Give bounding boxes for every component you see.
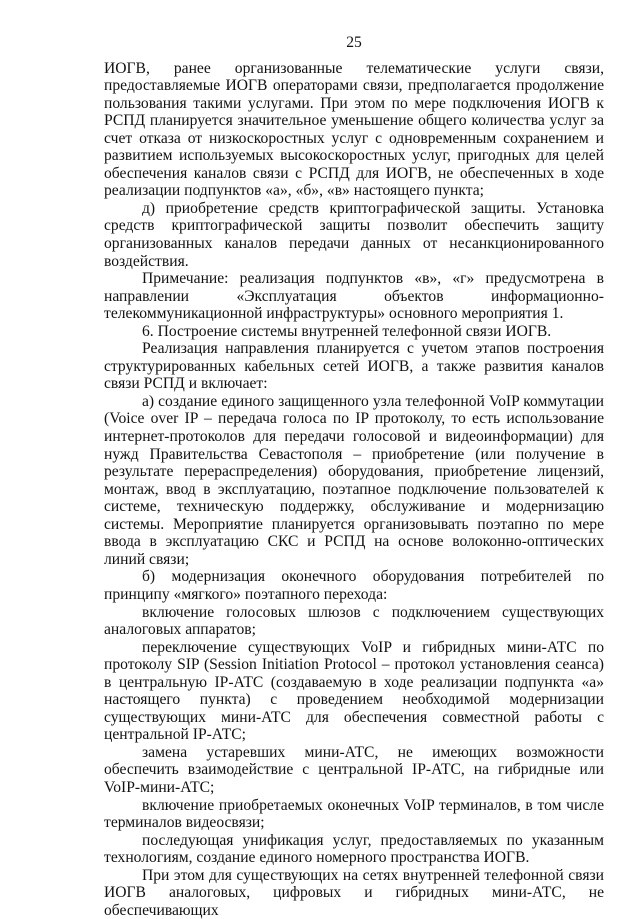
paragraph-item-a: а) создание единого защищенного узла телефонной VoIP коммутации (Voice over IP – передача голоса по IP протоколу, то есть использование интернет-протоколов для передачи голосовой и видеоинформации) для нужд Правительства Севастополя – приобретение (или получение в результате перераспределения) оборудования, приобретение лицензий, монтаж, ввод в эксплуатацию, поэтапное подключение пользователей к системе, техническую поддержку, обслуживание и модернизацию системы. Мероприятие планируется организовывать поэтапно по мере ввода в эксплуатацию СКС и РСПД на основе волоконно-оптических линий связи;	[104, 392, 604, 568]
paragraph-subitem-terminals: включение приобретаемых оконечных VoIP терминалов, в том числе терминалов видеосвязи;	[104, 796, 604, 832]
paragraph-intro: Реализация направления планируется с учетом этапов построения структурированных кабельных сетей ИОГВ, а также развития каналов связи РСПД и включает:	[104, 340, 604, 393]
paragraph-item-d: д) приобретение средств криптографической защиты. Установка средств криптографической защиты позволит обеспечить защиту организованных каналов передачи данных от несанкционированного воздействия.	[104, 199, 604, 270]
paragraph-continuation: ИОГВ, ранее организованные телематические услуги связи, предоставляемые ИОГВ операторами связи, предполагается продолжение пользования такими услугами. При этом по мере подключения ИОГВ к РСПД планируется значительное уменьшение общего количества услуг за счет отказа от низкоскоростных услуг с одновременным сохранением и развитием используемых высокоскоростных услуг, пригодных для целей обеспечения каналов связи с РСПД для ИОГВ, не обеспеченных в ходе реализации подпунктов «а», «б», «в» настоящего пункта;	[104, 59, 604, 200]
paragraph-final: При этом для существующих на сетях внутренней телефонной связи ИОГВ аналоговых, цифровых и гибридных мини-АТС, не обеспечивающих	[104, 866, 604, 919]
page-number: 25	[346, 34, 362, 51]
paragraph-subitem-gateways: включение голосовых шлюзов с подключением существующих аналоговых аппаратов;	[104, 603, 604, 639]
paragraph-subitem-sip: переключение существующих VoIP и гибридных мини-АТС по протоколу SIP (Session Initiation Protocol – протокол установления сеанса) в центральную IP-АТС (создаваемую в ходе реализации подпункта «а» настоящего пункта) с проведением необходимой модернизации существующих мини-АТС для обеспечения совместной работы с центральной IP-АТС;	[104, 638, 604, 744]
section-heading-6: 6. Построение системы внутренней телефонной связи ИОГВ.	[142, 322, 552, 340]
paragraph-subitem-replacement: замена устаревших мини-АТС, не имеющих возможности обеспечить взаимодействие с центральной IP-АТС, на гибридные или VoIP-мини-АТС;	[104, 743, 604, 796]
paragraph-subitem-unification: последующая унификация услуг, предоставляемых по указанным технологиям, создание единого номерного пространства ИОГВ.	[104, 831, 604, 867]
paragraph-item-b: б) модернизация оконечного оборудования потребителей по принципу «мягкого» поэтапного перехода:	[104, 568, 604, 603]
paragraph-note: Примечание: реализация подпунктов «в», «г» предусмотрена в направлении «Эксплуатация объектов информационно-телекоммуникационной инфраструктуры» основного мероприятия 1.	[104, 270, 604, 323]
